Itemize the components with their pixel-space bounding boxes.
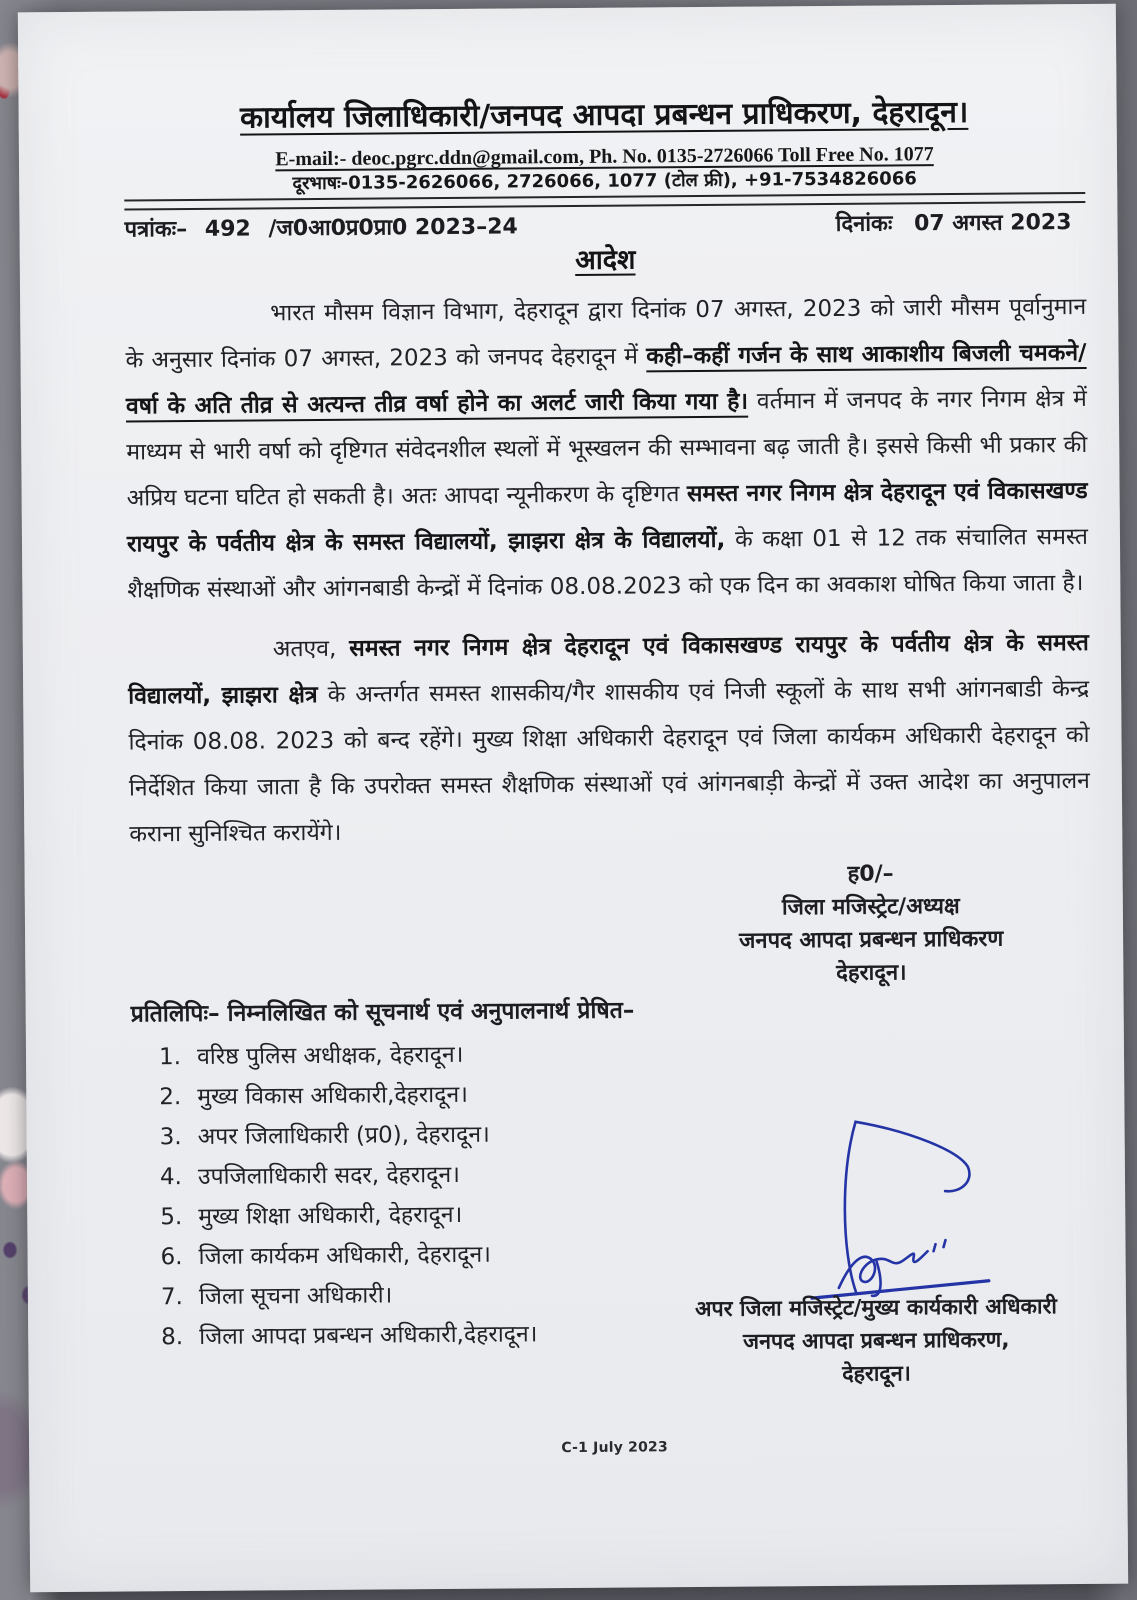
list-item-number: 4. — [159, 1164, 183, 1191]
copies-list — [159, 1034, 538, 1357]
list-item — [161, 1314, 538, 1357]
signatory-bottom-authority: जनपद आपदा प्रबन्धन प्राधिकरण, — [742, 1327, 1010, 1355]
signatory-top-designation: जिला मजिस्ट्रेट/अध्यक्ष — [781, 893, 960, 921]
signature-column — [674, 1108, 1076, 1392]
order-heading: आदेश — [575, 244, 636, 276]
signatory-block-top — [705, 856, 1036, 991]
letter-number-value: 492 — [204, 216, 251, 242]
scanned-order-page — [18, 4, 1128, 1593]
para2-intro: अतएव, — [272, 635, 350, 663]
list-item — [159, 1034, 536, 1077]
letter-series: /ज0आ0प्र0प्रा0 2023–24 — [268, 214, 518, 242]
office-email-line: E-mail:- deoc.pgrc.ddn@gmail.com, Ph. No. 0135-2726066 Toll Free No. 1077 — [275, 143, 934, 171]
list-item — [159, 1074, 536, 1117]
list-item-text: अपर जिलाधिकारी (प्र0), देहरादून। — [197, 1121, 490, 1150]
para1-scope-phrase: समस्त नगर निगम क्षेत्र देहरादून एवं विकासखण्ड रायपुर के पर्वतीय क्षेत्र के समस्त विद्यालयों, झाझरा क्षेत्र के विद्यालयों, — [126, 477, 1088, 558]
office-phone-line: दूरभाषः-0135-2626066, 2726066, 1077 (टोल फ्री), +91-7534826066 — [292, 168, 917, 195]
list-item — [160, 1234, 537, 1277]
signed-mark: ह0/– — [847, 861, 894, 887]
list-item-text: जिला कार्यकम अधिकारी, देहरादून। — [198, 1241, 492, 1270]
office-title: कार्यालय जिलाधिकारी/जनपद आपदा प्रबन्धन प्राधिकरण, देहरादून। — [239, 94, 969, 136]
list-item-number: 8. — [161, 1324, 184, 1351]
list-item — [159, 1114, 536, 1157]
date-block — [836, 208, 1086, 240]
list-item — [160, 1154, 537, 1197]
signatory-top-place: देहरादून। — [836, 960, 907, 986]
handwritten-signature — [782, 1109, 1013, 1301]
date-value: 07 अगस्त 2023 — [913, 210, 1072, 237]
body-paragraph-1 — [125, 284, 1088, 614]
list-item-text: जिला आपदा प्रबन्धन अधिकारी,देहरादून। — [199, 1321, 538, 1350]
list-item-number: 6. — [160, 1244, 183, 1271]
para2-scope-phrase: समस्त नगर निगम क्षेत्र देहरादून एवं विकासखण्ड रायपुर के पर्वतीय क्षेत्र के समस्त विद्यालयों, झाझरा क्षेत्र — [128, 629, 1089, 710]
list-item-number: 7. — [160, 1284, 183, 1311]
letter-number-block — [124, 212, 528, 245]
list-item-text: उपजिलाधिकारी सदर, देहरादून। — [197, 1161, 460, 1190]
list-item-number: 2. — [159, 1084, 182, 1111]
list-item-text: मुख्य शिक्षा अधिकारी, देहरादून। — [198, 1201, 463, 1230]
list-item-text: वरिष्ठ पुलिस अधीक्षक, देहरादून। — [196, 1041, 464, 1070]
signatory-bottom-place: देहरादून। — [842, 1361, 911, 1387]
letter-number-label: पत्रांकः– — [124, 217, 188, 243]
para2-closing: के अन्तर्गत समस्त शासकीय/गैर शासकीय एवं निजी स्कूलों के साथ सभी आंगनबाडी केन्द्र दिनांक 08.08. 2023 को बन्द रहेंगे। मुख्य शिक्षा अधिकारी देहरादून एवं जिला कार्यकम अधिकारी देहरादून को निर्देशित किया जाता है कि उपरोक्त समस्त शैक्षणिक संस्थाओं एवं आंगनबाड़ी केन्द्रों में उक्त आदेश का अनुपालन कराना सुनिश्चित करायेंगे। — [128, 675, 1090, 848]
para1-closing: के कक्षा 01 से 12 तक संचालित समस्त शैक्षणिक संस्थाओं और आंगनबाडी केन्द्रों में दिनांक 08.08.2023 को एक दिन का अवकाश घोषित किया जाता है। — [127, 523, 1089, 604]
signatory-top-authority: जनपद आपदा प्रबन्धन प्राधिकरण — [738, 926, 1004, 954]
list-item-number: 5. — [160, 1204, 183, 1231]
list-item-number: 1. — [158, 1044, 182, 1071]
list-item — [160, 1194, 537, 1237]
footer-version-code: C-1 July 2023 — [561, 1439, 668, 1457]
para1-intro: भारत मौसम विज्ञान विभाग, देहरादून द्वारा दिनांक 07 अगस्त, 2023 को जारी मौसम पूर्वानुमान के अनुसार दिनांक 07 अगस्त, 2023 को जनपद देहरादून में — [125, 293, 1087, 374]
list-item — [161, 1274, 538, 1317]
signatory-bottom-designation: अपर जिला मजिस्ट्रेट/मुख्य कार्यकारी अधिकारी — [694, 1294, 1058, 1323]
list-item-number: 3. — [159, 1124, 182, 1151]
list-item-text: जिला सूचना अधिकारी। — [198, 1282, 393, 1310]
signatory-block-bottom — [676, 1290, 1077, 1392]
copies-heading: प्रतिलिपिः– निम्नलिखित को सूचनार्थ एवं अनुपालनार्थ प्रेषित– — [130, 997, 635, 1028]
copies-and-signature-row — [131, 1024, 1095, 1397]
para1-middle: वर्तमान में जनपद के नगर निगम क्षेत्र में माध्यम से भारी वर्षा को दृष्टिगत संवेदनशील स्थलों में भूस्खलन की सम्भावना बढ़ जाती है। इससे किसी भी प्रकार की अप्रिय घटना घटित हो सकती है। अतः आपदा न्यूनीकरण के दृष्टिगत — [126, 385, 1088, 512]
para1-alert-phrase: कही–कहीं गर्जन के साथ आकाशीय बिजली चमकने/वर्षा के अति तीव्र से अत्यन्त तीव्र वर्षा होने का अलर्ट जारी किया गया है। — [125, 339, 1087, 420]
list-item-text: मुख्य विकास अधिकारी,देहरादून। — [197, 1081, 468, 1110]
body-paragraph-2 — [128, 620, 1091, 858]
date-label: दिनांकः — [835, 211, 893, 237]
